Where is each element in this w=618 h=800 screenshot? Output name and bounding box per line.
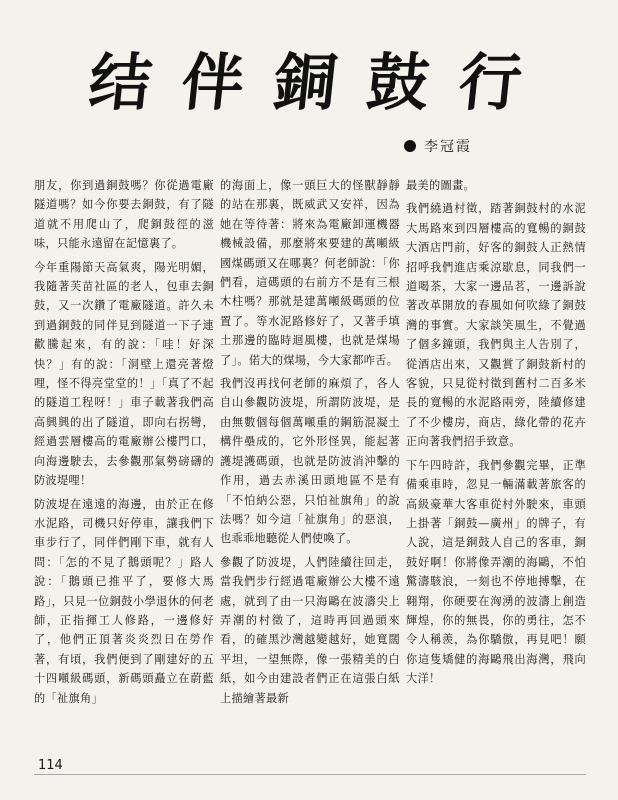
paragraph: 今年重陽節天高氣爽，陽光明媚，我隨著芙苗社區的老人，包車去銅鼓，又一次鑽了電廠隧道。許久未到過銅鼓的同伴見到隧道一下子連歡騰起來，有的說：「哇！好深快？」有的說：「洞壁上還亮著燈哩，怪不得亮堂堂的！」「真了不起的隧道工程呀！」車子載著我們高高興興的出了隧道，即向右拐彎，經過雲層樓高的電廠辦公樓門口，向海邊駛去，去參觀那氣勢磅礴的防波堤哩！: [34, 260, 214, 488]
paragraph: 的海面上，像一頭巨大的怪獸靜靜的站在那裏，既威武又安祥，因為她在等待著：將來為電廠卸運機器機械設備，那麼將來要建的萬噸級國煤碼頭又在哪裏？何老師說：「你們看，這碼頭的右前方不是有三根木柱嗎？那就是建萬噸級碼頭的位置了。等水泥路修好了，又著手填土那邊的臨時迴風樓，也就是煤場了」。偌大的煤場，今大家都咋舌。: [220, 179, 400, 367]
title-char: 行: [455, 45, 534, 119]
paragraph: 我們繞過村徵，踏著銅鼓村的水泥大馬路來到四層樓高的寬暢的銅鼓大酒店門前，好客的銅鼓人正熱情招呼我們進店乘涼歇息，同我們一道喝茶，大家一邊品茗，一邊訴說著改革開放的春風如何吹綠了銅鼓灣的事實。大家談笑風生，不覺過了個多鐘頭，我們與主人告別了，從酒店出來，又觀賞了銅鼓新村的客貌，只見從村徵到舊村二百多米長的寬暢的水泥路兩旁，陸續修建了不少樓房，商店，綠化帶的花卉正向著我們招手致意。: [406, 202, 586, 449]
paragraph: 參觀了防波堤，人們陸續往回走，當我們步行經過電廠辦公大樓不遠處，就到了由一只海鷗在波濤尖上弄潮的村徵了，這時再回過頭來看，的確黑沙灣越變越好，她寬闊平坦，一望無際，像一張精美的白紙，如今由建設者們正在這張白紙上描繪著最新: [220, 555, 400, 705]
paragraph: 朋友，你到過銅鼓嗎？你從過電廠隧道嗎？如今你要去銅鼓，有了隧道就不用爬山了，爬銅鼓徑的滋味，只能永遠留在記憶裏了。: [34, 179, 214, 251]
page-number: 114: [38, 758, 63, 773]
title-char: 鼓: [363, 45, 441, 119]
text-column-3: [406, 176, 586, 746]
paragraph: 下午四時許，我們參觀完畢，正準備乘車時，忽見一輛滿載著旅客的高級豪華大客車從村外駛來，車頭上掛著「銅鼓—廣州」的牌子，有人說，這是銅鼓人自己的客車，銅鼓好啊！你將像弄潮的海鷗，不怕驚濤駭浪，一刻也不停地搏擊，在翱翔，你硬要在洶湧的波濤上創造輝煌，你的無畏，你的勇往，怎不令人稱羨，為你驕傲，再見吧！願你這隻矯健的海鷗飛出海灣，飛向大洋！: [406, 458, 586, 686]
title-char: 銅: [270, 45, 349, 119]
text-column-2: [220, 176, 400, 746]
bullet-icon: [404, 140, 416, 152]
author-name: 李冠霞: [424, 139, 472, 155]
paragraph: 我們沒再找何老師的麻煩了，各人自山參觀防波堤，所謂防波堤，是由無數個每個萬噸重的鋼筋混凝土構件壘成的，它外形怪異，能起著護堤護碼頭，也就是防波消沖擊的作用，過去赤溪田頭地區不是有「不怕納公惡，只怕祉旗角」的說法嗎？如今這「祉旗角」的惡浪，也乖乖地聽從人們使喚了。: [220, 377, 400, 546]
article-title: [85, 42, 534, 119]
footer-rule: [34, 774, 586, 775]
byline: [404, 136, 472, 156]
title-char: 结: [85, 45, 164, 119]
text-column-1: [34, 176, 214, 746]
paragraph: 最美的圖畫。: [406, 179, 475, 192]
paragraph: 防波堤在遠遠的海邊，由於正在修水泥路，司機只好停車，讓我們下車步行了，同伴們剛下車，就有人問：「怎的不見了鵝頭呢？」路人說：「鵝頭已推平了，要修大馬路」，只見一位銅鼓小學退休的何老師，正指揮工人修路，一邊修好了，他們正頂著炎炎烈日在勞作著，有頃，我們便到了剛建好的五十四噸級碼頭，新碼頭矗立在蔚藍的「祉旗角」: [34, 497, 214, 705]
title-char: 伴: [178, 45, 256, 119]
